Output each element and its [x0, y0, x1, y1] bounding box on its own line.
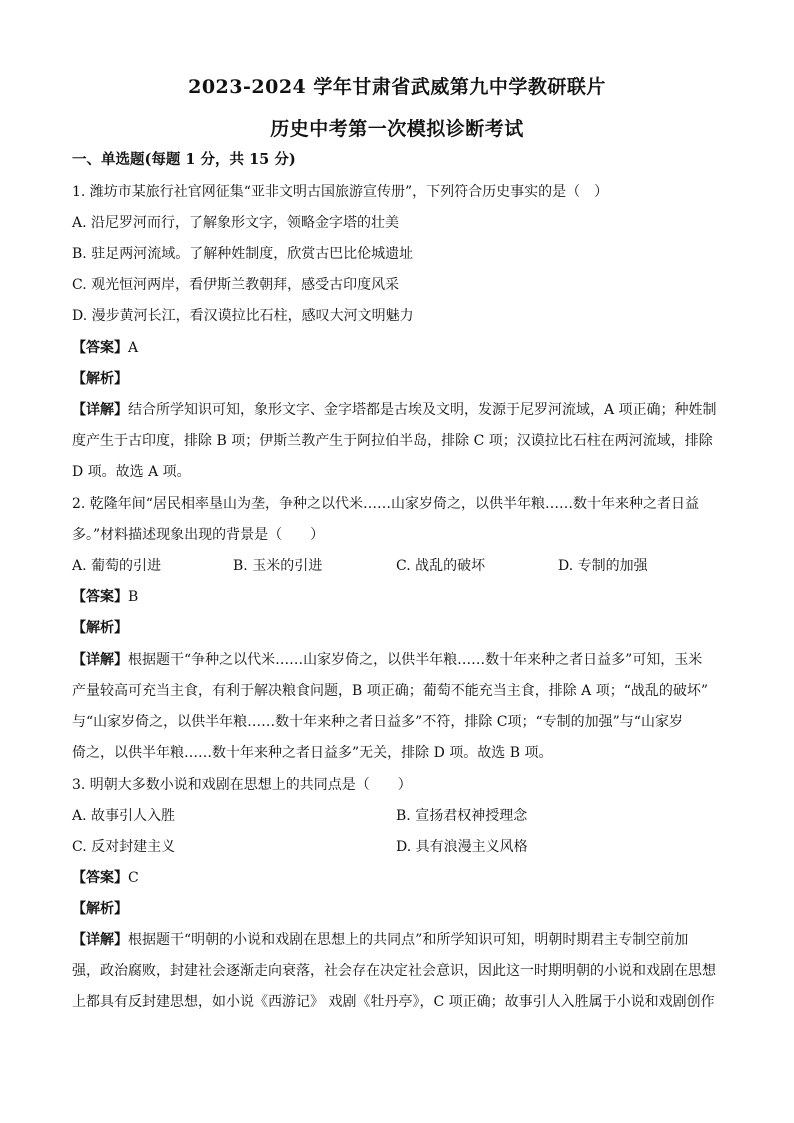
question-1-option-b: B. 驻足两河流域。了解种姓制度，欣赏古巴比伦城遗址	[72, 246, 414, 262]
question-1-option-d: D. 漫步黄河长江，看汉谟拉比石柱，感叹大河文明魅力	[72, 308, 414, 324]
detail-text: 根据题干“明朝的小说和戏剧在思想上的共同点”和所学知识可知，明朝时期君主专制空前加	[128, 932, 689, 948]
detail-tag: 【详解】	[72, 932, 128, 948]
question-3-option-a: A. 故事引人入胜	[72, 808, 176, 824]
question-2-detail-line-2: 产量较高可充当主食，有利于解决粮食问题，B 项正确；葡萄不能充当主食，排除 A 项；“战乱的破坏”	[72, 683, 709, 699]
detail-tag: 【详解】	[72, 402, 128, 418]
question-1-stem: 1. 潍坊市某旅行社官网征集“亚非文明古国旅游宣传册”，下列符合历史事实的是（ ）	[72, 184, 609, 200]
answer-tag: 【答案】	[72, 340, 128, 356]
question-1-option-c: C. 观光恒河两岸，看伊斯兰教朝拜，感受古印度风采	[72, 277, 400, 293]
question-3-analysis-tag: 【解析】	[72, 901, 128, 917]
answer-value: B	[128, 589, 139, 605]
question-1-analysis-tag: 【解析】	[72, 371, 128, 387]
question-3-answer	[72, 868, 722, 888]
answer-value: C	[128, 870, 139, 886]
detail-text: 根据题干“争种之以代米……山家岁倚之，以供半年粮……数十年来种之者日益多”可知，玉米	[128, 652, 703, 668]
question-1-option-a: A. 沿尼罗河而行，了解象形文字，领略金字塔的壮美	[72, 215, 400, 231]
question-2-detail-line-4: 倚之，以供半年粮……数十年来种之者日益多”无关，排除 D 项。故选 B 项。	[72, 745, 553, 761]
question-3-option-b: B. 宣扬君权神授理念	[396, 808, 528, 824]
question-2-option-d: D. 专制的加强	[558, 558, 648, 574]
question-2-detail-line-3: 与“山家岁倚之，以供半年粮……数十年来种之者日益多”不符，排除 C项；“专制的加强”与“山家岁	[72, 714, 683, 730]
question-2-answer	[72, 587, 722, 607]
section-heading: 一、单选题(每题 1 分，共 15 分)	[72, 151, 296, 168]
detail-tag: 【详解】	[72, 652, 128, 668]
answer-tag: 【答案】	[72, 870, 128, 886]
question-1-detail-line-2: 度产生于古印度，排除 B 项；伊斯兰教产生于阿拉伯半岛，排除 C 项；汉谟拉比石柱在两河流域，排除	[72, 433, 713, 449]
page-title-line-1: 2023-2024 学年甘肃省武威第九中学教研联片	[188, 76, 606, 98]
answer-tag: 【答案】	[72, 589, 128, 605]
question-2-stem-line-1: 2. 乾隆年间“居民相率垦山为垄，争种之以代米……山家岁倚之，以供半年粮……数十年来种之者日益	[72, 496, 699, 512]
page-title-line-2: 历史中考第一次模拟诊断考试	[270, 118, 524, 140]
question-3-option-c: C. 反对封建主义	[72, 839, 176, 855]
question-2-option-b: B. 玉米的引进	[233, 558, 323, 574]
question-2-stem-line-2: 多。”材料描述现象出现的背景是（ ）	[72, 527, 325, 543]
question-2-detail-line-1	[72, 650, 722, 670]
question-3-stem: 3. 明朝大多数小说和戏剧在思想上的共同点是（ ）	[72, 777, 412, 793]
question-2-option-c: C. 战乱的破坏	[396, 558, 486, 574]
question-1-answer	[72, 338, 722, 358]
question-3-detail-line-2: 强，政治腐败，封建社会逐渐走向衰落，社会存在决定社会意识，因此这一时期明朝的小说和戏剧在思想	[72, 963, 716, 979]
question-2-option-a: A. 葡萄的引进	[72, 558, 162, 574]
question-2-analysis-tag: 【解析】	[72, 620, 128, 636]
question-3-option-d: D. 具有浪漫主义风格	[396, 839, 528, 855]
answer-value: A	[128, 340, 139, 356]
question-3-detail-line-3: 上都具有反封建思想，如小说《西游记》 戏剧《牡丹亭》，C 项正确；故事引人入胜属于小说和戏剧创作	[72, 994, 715, 1010]
detail-text: 结合所学知识可知，象形文字、金字塔都是古埃及文明，发源于尼罗河流域，A 项正确；种姓制	[128, 402, 717, 418]
question-3-detail-line-1	[72, 930, 722, 950]
question-1-detail-line-3: D 项。故选 A 项。	[72, 464, 191, 480]
question-1-detail-line-1	[72, 400, 722, 420]
